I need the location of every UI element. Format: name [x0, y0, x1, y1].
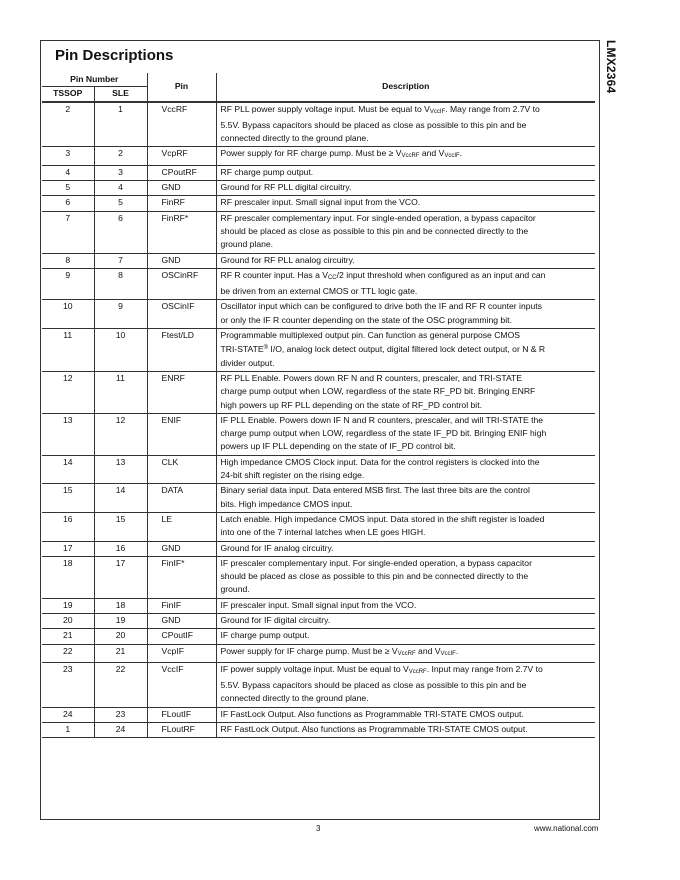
- tssop-cell: 3: [42, 147, 94, 165]
- table-row: [42, 512, 595, 541]
- tssop-cell: 12: [42, 371, 94, 413]
- pin-rows: [42, 102, 595, 738]
- pin-name-cell: ENRF: [147, 371, 216, 413]
- description-cell: IF prescaler input. Small signal input from the VCO.: [216, 598, 595, 613]
- sle-cell: 19: [94, 613, 147, 628]
- sle-cell: 9: [94, 300, 147, 329]
- table-row: [42, 598, 595, 613]
- table-row: [42, 371, 595, 413]
- pin-name-cell: FLoutIF: [147, 707, 216, 722]
- table-row: [42, 455, 595, 484]
- pin-number-header: Pin Number: [42, 73, 147, 87]
- sle-cell: 12: [94, 413, 147, 455]
- tssop-cell: 17: [42, 541, 94, 556]
- tssop-cell: 21: [42, 629, 94, 644]
- sle-cell: 23: [94, 707, 147, 722]
- pin-name-cell: DATA: [147, 484, 216, 513]
- section-title: Pin Descriptions: [55, 47, 174, 64]
- pin-descriptions-table: [42, 73, 595, 738]
- pin-name-cell: Ftest/LD: [147, 329, 216, 372]
- tssop-cell: 20: [42, 613, 94, 628]
- pin-name-cell: FLoutRF: [147, 723, 216, 738]
- sle-cell: 17: [94, 556, 147, 598]
- table-row: [42, 196, 595, 211]
- sle-cell: 13: [94, 455, 147, 484]
- description-cell: Power supply for IF charge pump. Must be ≥ $V_{VccRF}$ and $V_{VccIF}$.: [216, 644, 595, 662]
- table-row: [42, 541, 595, 556]
- description-cell: Binary serial data input. Data entered MSB first. The last three bits are the control bits. High impedance CMOS input.: [216, 484, 595, 513]
- sle-cell: 10: [94, 329, 147, 372]
- table-row: [42, 268, 595, 300]
- pin-name-cell: ENIF: [147, 413, 216, 455]
- sle-cell: 6: [94, 211, 147, 253]
- sle-cell: 24: [94, 723, 147, 738]
- tssop-cell: 4: [42, 165, 94, 180]
- sle-cell: 2: [94, 147, 147, 165]
- tssop-cell: 14: [42, 455, 94, 484]
- description-cell: RF prescaler input. Small signal input from the VCO.: [216, 196, 595, 211]
- description-cell: IF FastLock Output. Also functions as Programmable TRI-STATE CMOS output.: [216, 707, 595, 722]
- pin-name-cell: OSCinIF: [147, 300, 216, 329]
- table-row: [42, 556, 595, 598]
- pin-name-cell: GND: [147, 541, 216, 556]
- description-cell: Ground for RF PLL digital circuitry.: [216, 181, 595, 196]
- sle-cell: 3: [94, 165, 147, 180]
- pin-name-cell: FinIF*: [147, 556, 216, 598]
- sle-cell: 7: [94, 253, 147, 268]
- description-cell: RF prescaler complementary input. For single-ended operation, a bypass capacitor should be placed as close as possible to this pin and be connected directly to the ground plane.: [216, 211, 595, 253]
- pin-name-cell: VcpRF: [147, 147, 216, 165]
- footer-url: www.national.com: [534, 824, 599, 833]
- sle-cell: 4: [94, 181, 147, 196]
- pin-name-cell: OSCinRF: [147, 268, 216, 300]
- description-cell: RF FastLock Output. Also functions as Programmable TRI-STATE CMOS output.: [216, 723, 595, 738]
- sle-cell: 1: [94, 102, 147, 147]
- sle-cell: 8: [94, 268, 147, 300]
- sle-cell: 16: [94, 541, 147, 556]
- tssop-cell: 18: [42, 556, 94, 598]
- sle-cell: 20: [94, 629, 147, 644]
- pin-name-cell: FinRF*: [147, 211, 216, 253]
- table-row: [42, 662, 595, 707]
- description-cell: Ground for IF analog circuitry.: [216, 541, 595, 556]
- pin-name-cell: CPoutIF: [147, 629, 216, 644]
- tssop-cell: 10: [42, 300, 94, 329]
- description-cell: Power supply for RF charge pump. Must be ≥ $V_{VccRF}$ and $V_{VccIF}$.: [216, 147, 595, 165]
- tssop-cell: 1: [42, 723, 94, 738]
- description-cell: IF PLL Enable. Powers down IF N and R counters, prescaler, and will TRI-STATE the charge pump output when LOW, regardless of the state IF_PD bit. Bringing ENIF high powers up IF PLL depending on the state of IF_PD control bit.: [216, 413, 595, 455]
- pin-name-cell: FinIF: [147, 598, 216, 613]
- sle-cell: 18: [94, 598, 147, 613]
- tssop-cell: 9: [42, 268, 94, 300]
- pin-name-cell: GND: [147, 253, 216, 268]
- tssop-cell: 19: [42, 598, 94, 613]
- tssop-cell: 8: [42, 253, 94, 268]
- table-row: [42, 484, 595, 513]
- tssop-cell: 11: [42, 329, 94, 372]
- sle-cell: 11: [94, 371, 147, 413]
- table-row: [42, 613, 595, 628]
- description-cell: IF charge pump output.: [216, 629, 595, 644]
- description-cell: High impedance CMOS Clock input. Data for the control registers is clocked into the 24-bit shift register on the rising edge.: [216, 455, 595, 484]
- description-cell: IF power supply voltage input. Must be equal to $V_{VccRF}$. Input may range from 2.7V to 5.5V. Bypass capacitors should be placed as close as possible to this pin and be connected directly to the ground plane.: [216, 662, 595, 707]
- table-row: [42, 147, 595, 165]
- sle-cell: 15: [94, 512, 147, 541]
- pin-name-cell: GND: [147, 181, 216, 196]
- table-row: [42, 413, 595, 455]
- sle-cell: 21: [94, 644, 147, 662]
- table-row: [42, 644, 595, 662]
- table-row: [42, 723, 595, 738]
- sle-header: SLE: [94, 87, 147, 102]
- tssop-cell: 16: [42, 512, 94, 541]
- description-cell: RF R counter input. Has a $V_{CC}/2$ input threshold when configured as an input and can be driven from an external CMOS or TTL logic gate.: [216, 268, 595, 300]
- description-cell: Latch enable. High impedance CMOS input. Data stored in the shift register is loaded into one of the 7 internal latches when LE goes HIGH.: [216, 512, 595, 541]
- sle-cell: 14: [94, 484, 147, 513]
- pin-name-cell: FinRF: [147, 196, 216, 211]
- tssop-cell: 5: [42, 181, 94, 196]
- document-side-title: LMX2364: [604, 40, 618, 94]
- description-cell: RF charge pump output.: [216, 165, 595, 180]
- sle-cell: 22: [94, 662, 147, 707]
- pin-name-cell: VccIF: [147, 662, 216, 707]
- pin-name-cell: CLK: [147, 455, 216, 484]
- tssop-cell: 7: [42, 211, 94, 253]
- table-row: [42, 329, 595, 372]
- tssop-cell: 22: [42, 644, 94, 662]
- pin-name-cell: LE: [147, 512, 216, 541]
- table-row: [42, 102, 595, 147]
- description-cell: Programmable multiplexed output pin. Can function as general purpose CMOS TRI-STATE® I/O, analog lock detect output, digital filtered lock detect output, or N & R divider output.: [216, 329, 595, 372]
- description-cell: IF prescaler complementary input. For single-ended operation, a bypass capacitor should be placed as close as possible to this pin and be connected directly to the ground.: [216, 556, 595, 598]
- tssop-header: TSSOP: [42, 87, 94, 102]
- table-row: [42, 629, 595, 644]
- table-row: [42, 300, 595, 329]
- description-header: Description: [216, 73, 595, 102]
- pin-name-cell: GND: [147, 613, 216, 628]
- pin-name-cell: VcpIF: [147, 644, 216, 662]
- table-row: [42, 211, 595, 253]
- description-cell: RF PLL power supply voltage input. Must be equal to $V_{VccIF}$. May range from 2.7V to 5.5V. Bypass capacitors should be placed as close as possible to this pin and be connected directly to the ground plane.: [216, 102, 595, 147]
- table-row: [42, 253, 595, 268]
- tssop-cell: 24: [42, 707, 94, 722]
- description-cell: RF PLL Enable. Powers down RF N and R counters, prescaler, and TRI-STATE charge pump output when LOW, regardless of the state RF_PD bit. Bringing ENRF high powers up RF PLL depending on the state of RF_PD control bit.: [216, 371, 595, 413]
- pin-name-cell: CPoutRF: [147, 165, 216, 180]
- description-cell: Ground for IF digital circuitry.: [216, 613, 595, 628]
- tssop-cell: 6: [42, 196, 94, 211]
- footer-page-number: 3: [316, 824, 321, 833]
- description-cell: Oscillator input which can be configured to drive both the IF and RF R counter inputs or only the IF R counter depending on the state of the OSC programming bit.: [216, 300, 595, 329]
- table-row: [42, 181, 595, 196]
- tssop-cell: 15: [42, 484, 94, 513]
- pin-header: Pin: [147, 73, 216, 102]
- tssop-cell: 23: [42, 662, 94, 707]
- sle-cell: 5: [94, 196, 147, 211]
- description-cell: Ground for RF PLL analog circuitry.: [216, 253, 595, 268]
- tssop-cell: 13: [42, 413, 94, 455]
- table-row: [42, 165, 595, 180]
- pin-name-cell: VccRF: [147, 102, 216, 147]
- table-row: [42, 707, 595, 722]
- tssop-cell: 2: [42, 102, 94, 147]
